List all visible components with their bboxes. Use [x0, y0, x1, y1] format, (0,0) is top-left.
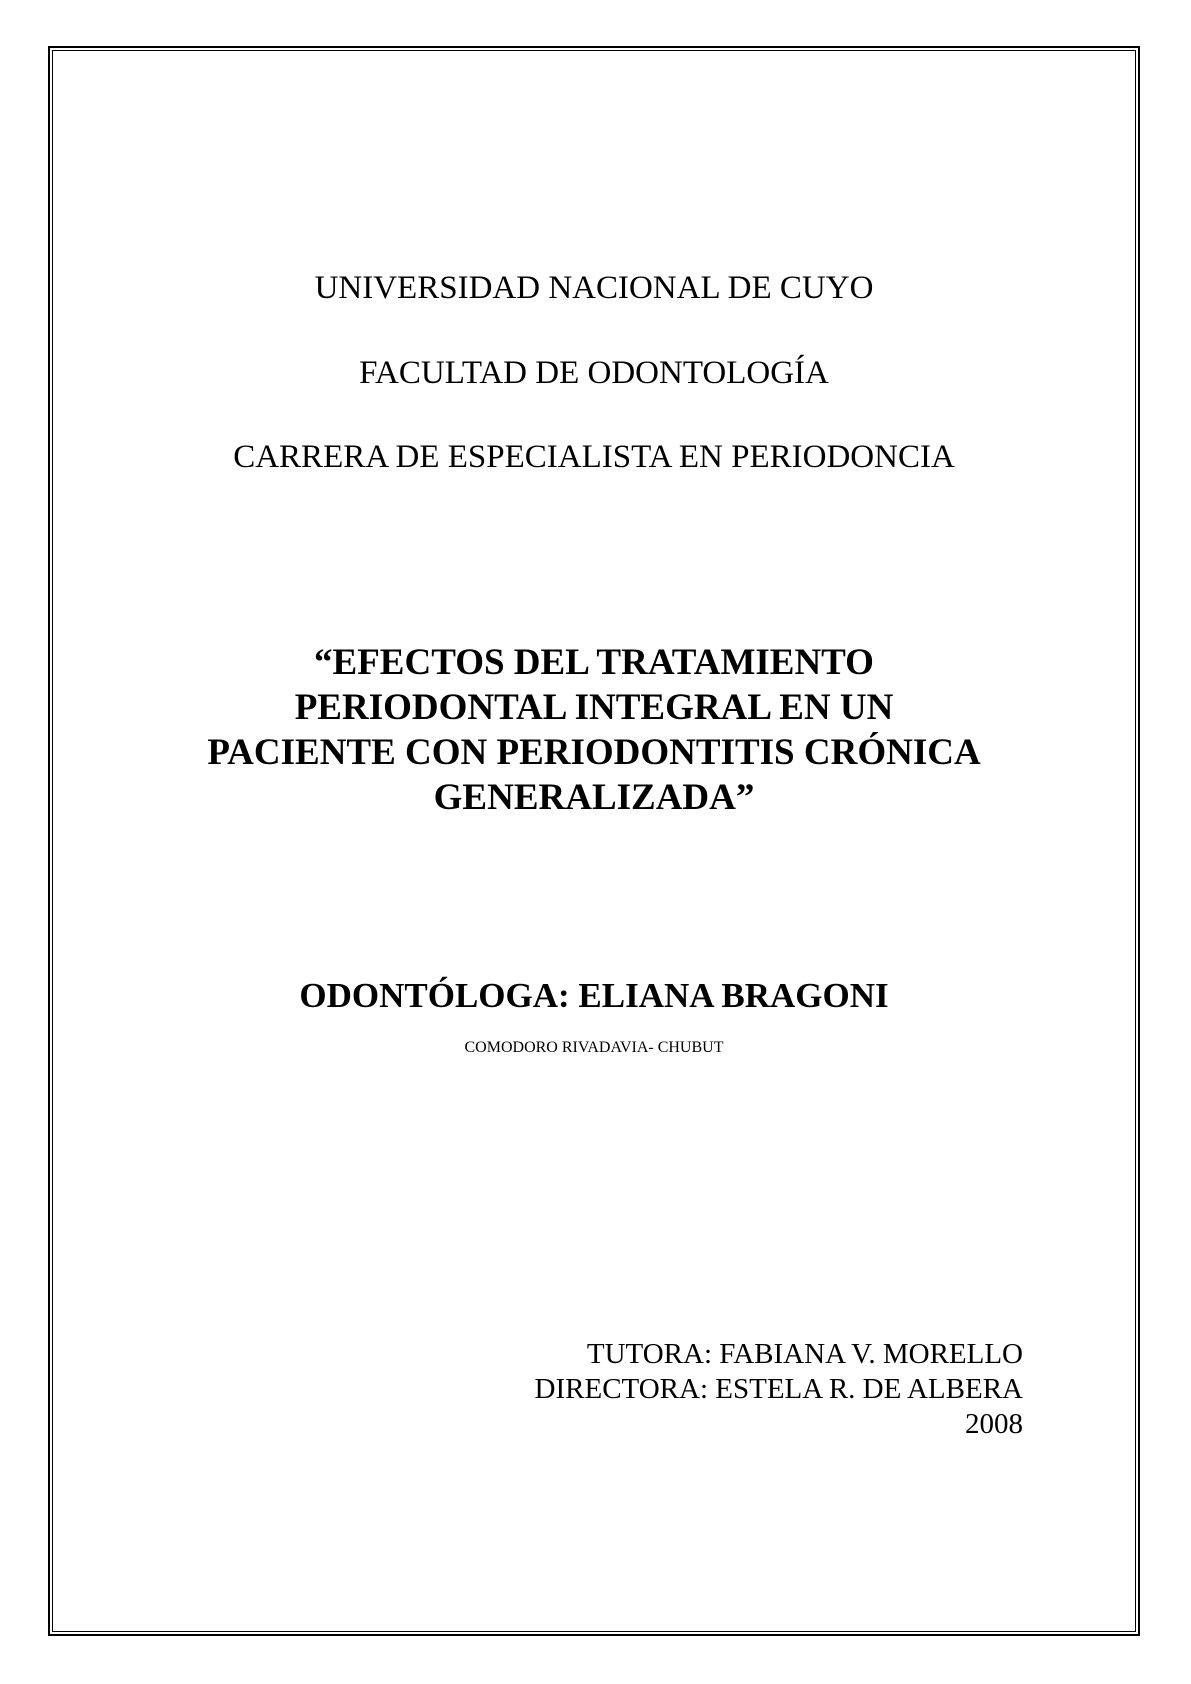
- thesis-title-line: PACIENTE CON PERIODONTITIS CRÓNICA: [207, 732, 981, 773]
- year: 2008: [965, 1408, 1023, 1440]
- faculty-name: FACULTAD DE ODONTOLOGÍA: [359, 355, 829, 391]
- university-name: UNIVERSIDAD NACIONAL DE CUYO: [314, 270, 874, 306]
- program-name: CARRERA DE ESPECIALISTA EN PERIODONCIA: [233, 439, 955, 475]
- thesis-title-line: PERIODONTAL INTEGRAL EN UN: [294, 687, 894, 728]
- thesis-title-line: GENERALIZADA”: [433, 777, 755, 818]
- credits-block: [535, 1337, 1023, 1442]
- director-line: DIRECTORA: ESTELA R. DE ALBERA: [534, 1373, 1023, 1405]
- author-name: ODONTÓLOGA: ELIANA BRAGONI: [299, 976, 889, 1015]
- author-location: COMODORO RIVADAVIA- CHUBUT: [464, 1039, 724, 1056]
- thesis-title: [48, 640, 1140, 820]
- thesis-title-line: “EFECTOS DEL TRATAMIENTO: [314, 642, 874, 683]
- tutor-line: TUTORA: FABIANA V. MORELLO: [586, 1338, 1023, 1370]
